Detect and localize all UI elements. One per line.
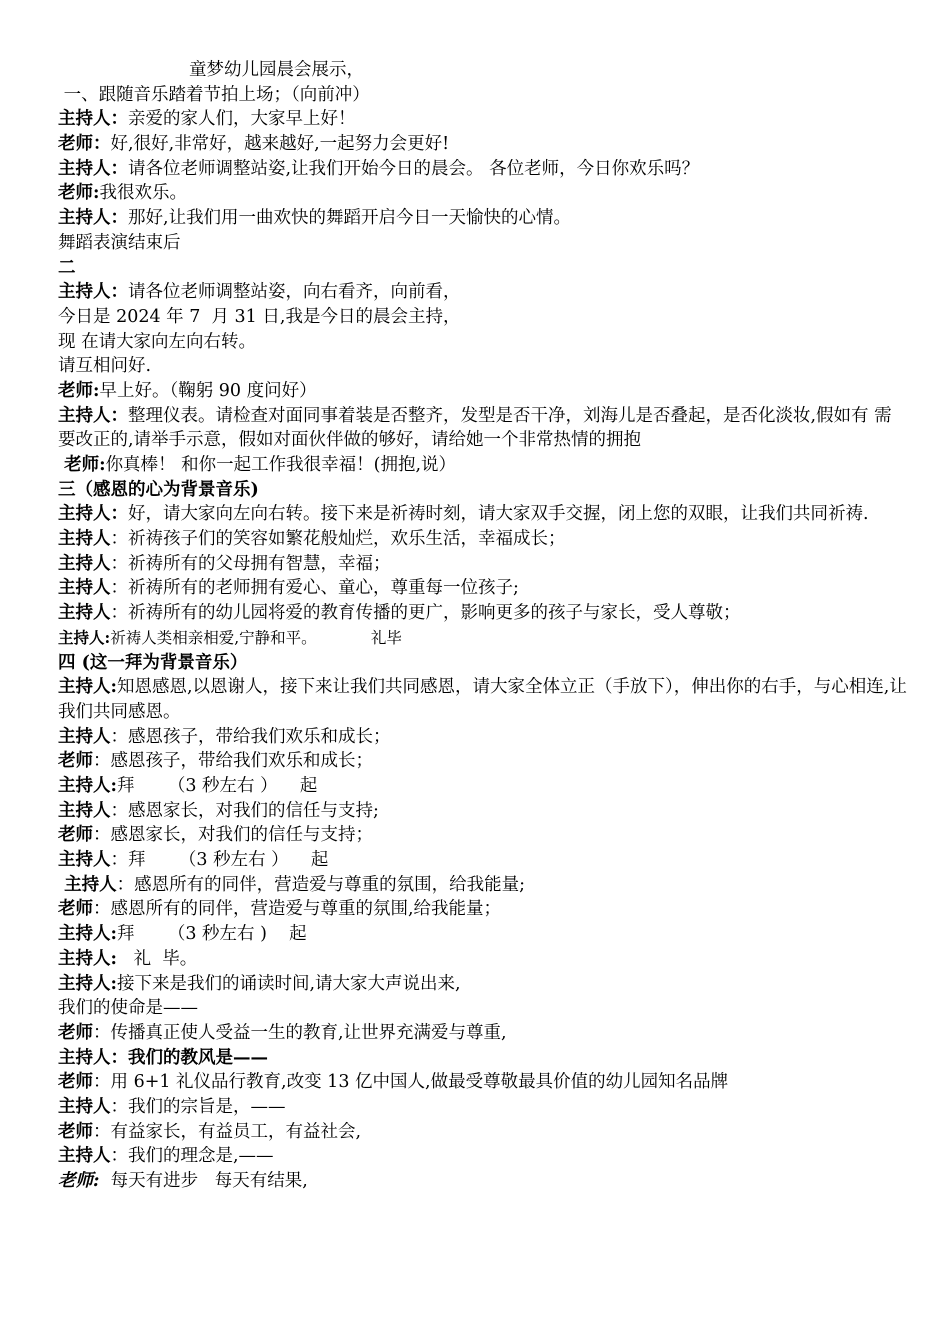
script-line <box>58 502 908 527</box>
line-text: 好，请大家向左向右转。接下来是祈祷时刻，请大家双手交握，闭上您的双眼，让我们共同祈祷. <box>128 504 869 525</box>
script-line <box>58 799 908 824</box>
speaker-label: 三（感恩的心为背景音乐) <box>58 479 259 500</box>
speaker-label: 主持人 <box>58 800 111 821</box>
speaker-label: 主持人: <box>58 948 117 969</box>
speaker-label: 主持人: <box>58 776 117 797</box>
line-text: 我很欢乐。 <box>99 183 187 204</box>
speaker-label: 老师: <box>58 183 100 204</box>
line-text: 接下来是我们的诵读时间,请大家大声说出来, <box>116 973 461 994</box>
speaker-label: 主持人 <box>58 553 111 574</box>
script-line <box>58 1144 908 1169</box>
line-text: 请互相问好. <box>58 356 152 377</box>
speaker-label: 主持人: <box>58 924 117 945</box>
line-text: ：传播真正使人受益一生的教育,让世界充满爱与尊重, <box>93 1022 507 1043</box>
document-title: 童梦幼儿园晨会展示， <box>189 60 364 80</box>
script-line <box>58 305 908 330</box>
line-text: 一、跟随音乐踏着节拍上场；（向前冲） <box>58 84 370 105</box>
script-line <box>58 181 908 206</box>
speaker-label: 主持人： <box>58 208 128 229</box>
speaker-label: 老师 <box>58 825 93 846</box>
line-text: ：我们的宗旨是，—— <box>110 1096 286 1117</box>
speaker-label: 老师: <box>58 1171 100 1192</box>
script-line <box>58 675 908 724</box>
script-line <box>58 873 908 898</box>
script-line <box>58 601 908 626</box>
speaker-label: 主持人 <box>58 578 111 599</box>
script-line <box>58 774 908 799</box>
script-line <box>58 83 908 108</box>
script-line <box>58 132 908 157</box>
speaker-label: 主持人: <box>58 627 111 647</box>
script-line <box>58 157 908 182</box>
speaker-label: 老师 <box>58 751 93 772</box>
script-line <box>58 1095 908 1120</box>
speaker-label: 老师 <box>58 1072 93 1093</box>
line-text: 祈祷人类相亲相爱,宁静和平。 礼毕 <box>110 628 402 647</box>
document-page <box>58 58 908 1194</box>
script-line <box>58 1021 908 1046</box>
script-line <box>58 996 908 1021</box>
line-text: 好,很好,非常好，越来越好,一起努力会更好! <box>110 134 450 155</box>
line-text: 请各位老师调整站姿,让我们开始今日的晨会。 各位老师，今日你欢乐吗？ <box>128 158 700 179</box>
speaker-label: 主持人 <box>58 603 111 624</box>
line-text: ：感恩所有的同伴，营造爱与尊重的氛围，给我能量; <box>116 874 525 895</box>
line-text: 整理仪表。请检查对面同事着装是否整齐，发型是否干净，刘海儿是否叠起，是否化淡妆,假如有 需要改正的,请举手示意，假如对面伙伴做的够好，请给她一个非常热情的拥抱 <box>58 405 892 451</box>
speaker-label: 老师 <box>58 1022 93 1043</box>
script-line <box>58 848 908 873</box>
script-line <box>58 552 908 577</box>
script-line <box>58 354 908 379</box>
line-text: 早上好。（鞠躬 90 度问好） <box>99 380 317 401</box>
script-line <box>58 280 908 305</box>
speaker-label: 主持人：我们的教风是—— <box>58 1047 268 1068</box>
line-text: 知恩感恩,以恩谢人，接下来让我们共同感恩，请大家全体立正（手放下），伸出你的右手，与心相连,让我们共同感恩。 <box>58 677 907 722</box>
speaker-label: 主持人： <box>58 504 128 525</box>
script-line <box>58 823 908 848</box>
script-line <box>58 725 908 750</box>
line-text: 今日是 2024 年 7 月 31 日,我是今日的晨会主持， <box>58 306 461 327</box>
line-text: 礼 毕。 <box>116 948 198 969</box>
line-text: ：拜 （3 秒左右 ） 起 <box>110 850 329 871</box>
speaker-label: 老师 <box>58 1121 93 1142</box>
script-line <box>58 330 908 355</box>
line-text: 拜 （3 秒左右 ) 起 <box>116 924 307 945</box>
line-text: 那好,让我们用一曲欢快的舞蹈开启今日一天愉快的心情。 <box>128 208 572 229</box>
speaker-label: 二 <box>58 257 76 278</box>
line-text: ：感恩孩子，带给我们欢乐和成长； <box>93 751 373 772</box>
line-text: 我们的使命是—— <box>58 998 198 1019</box>
speaker-label: 主持人 <box>58 1096 111 1117</box>
script-line <box>58 576 908 601</box>
speaker-label: 老师: <box>58 455 106 476</box>
line-text: 舞蹈表演结束后 <box>58 232 181 253</box>
line-text: 请各位老师调整站姿，向右看齐，向前看， <box>128 282 461 303</box>
script-line <box>58 1120 908 1145</box>
script-line <box>58 922 908 947</box>
line-text: ：祈祷所有的父母拥有智慧，幸福； <box>110 553 391 574</box>
speaker-label: 主持人: <box>58 677 117 698</box>
script-line <box>58 404 908 453</box>
line-text: 你真棒！ 和你一起工作我很幸福！(拥抱,说） <box>105 455 457 476</box>
script-line <box>58 1070 908 1095</box>
line-text: ：感恩所有的同伴，营造爱与尊重的氛围,给我能量； <box>93 899 502 920</box>
line-text: 每天有进步 每天有结果, <box>99 1171 308 1192</box>
script-line <box>58 527 908 552</box>
speaker-label: 主持人： <box>58 109 128 130</box>
script-body <box>58 83 908 1194</box>
script-line <box>58 379 908 404</box>
speaker-label: 主持人 <box>58 726 111 747</box>
script-line <box>58 1046 908 1071</box>
script-line <box>58 947 908 972</box>
speaker-label: 主持人 <box>58 874 117 895</box>
speaker-label: 老师: <box>58 380 100 401</box>
script-line <box>58 478 908 503</box>
script-line <box>58 256 908 281</box>
script-line <box>58 749 908 774</box>
script-line <box>58 626 908 651</box>
speaker-label: 主持人 <box>58 1146 111 1167</box>
speaker-label: 主持人: <box>58 973 117 994</box>
speaker-label: 老师 <box>58 899 93 920</box>
speaker-label: 主持人 <box>58 850 111 871</box>
line-text: ：我们的理念是,—— <box>110 1146 274 1167</box>
script-line <box>58 453 908 478</box>
script-line <box>58 206 908 231</box>
speaker-label: 主持人： <box>58 282 128 303</box>
line-text: 拜 （3 秒左右 ） 起 <box>116 776 318 797</box>
line-text: ：用 6+1 礼仪品行教育,改变 13 亿中国人,做最受尊敬最具价值的幼儿园知名品牌 <box>93 1072 729 1093</box>
line-text: ：感恩孩子，带给我们欢乐和成长； <box>110 726 391 747</box>
line-text: 现 在请大家向左向右转。 <box>58 331 257 352</box>
script-line <box>58 972 908 997</box>
script-line <box>58 231 908 256</box>
speaker-label: 四 (这一拜为背景音乐） <box>58 652 248 673</box>
line-text: ：祈祷孩子们的笑容如繁花般灿烂，欢乐生活，幸福成长； <box>110 529 566 550</box>
line-text: 亲爱的家人们，大家早上好！ <box>128 109 356 130</box>
script-line <box>58 651 908 676</box>
line-text: ：感恩家长，对我们的信任与支持; <box>110 800 379 821</box>
speaker-label: 主持人 <box>58 529 111 550</box>
line-text: ：祈祷所有的幼儿园将爱的教育传播的更广，影响更多的孩子与家长，受人尊敬； <box>110 603 741 624</box>
speaker-label: 老师： <box>58 134 111 155</box>
script-line <box>58 1169 908 1194</box>
script-line <box>58 897 908 922</box>
script-line <box>58 107 908 132</box>
speaker-label: 主持人： <box>58 158 128 179</box>
speaker-label: 主持人： <box>58 405 128 426</box>
line-text: ：有益家长，有益员工，有益社会, <box>93 1121 362 1142</box>
line-text: ：感恩家长，对我们的信任与支持； <box>93 825 373 846</box>
line-text: ：祈祷所有的老师拥有爱心、童心，尊重每一位孩子; <box>110 578 519 599</box>
